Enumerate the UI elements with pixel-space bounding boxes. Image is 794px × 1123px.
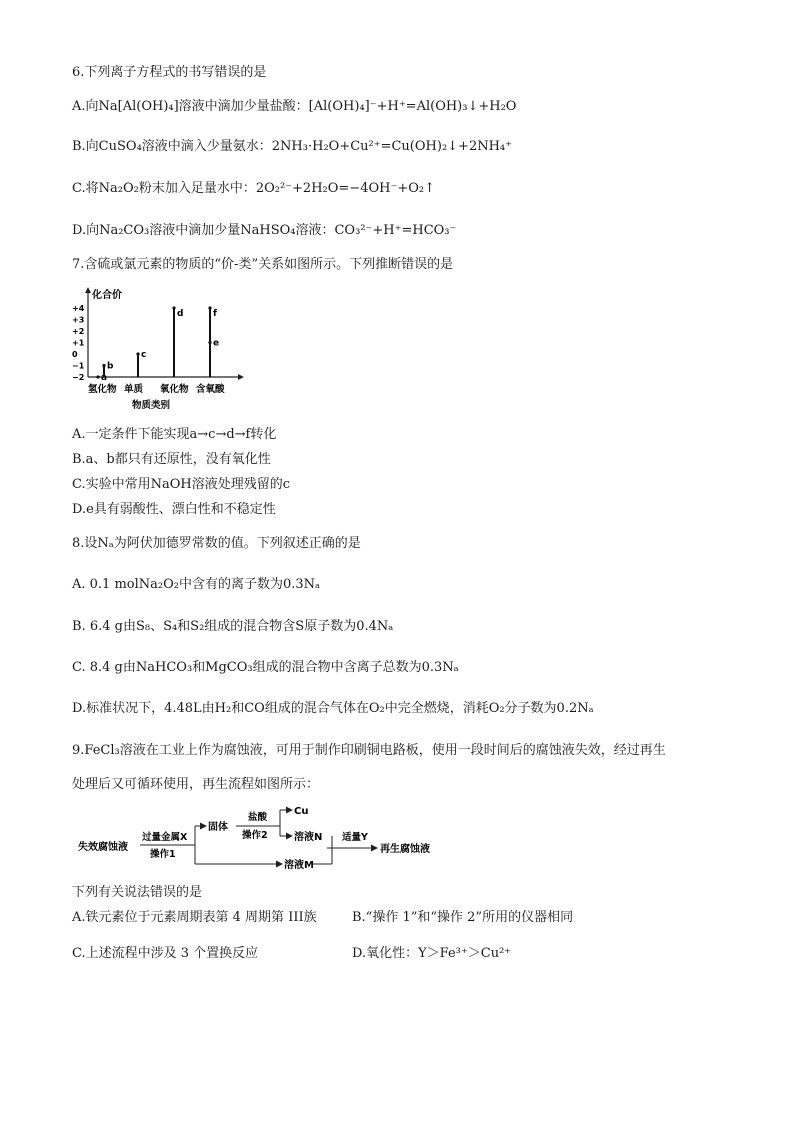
point-c [136, 352, 139, 355]
q6-option-a: A.向Na[Al(OH)₄]溶液中滴加少量盐酸：[Al(OH)₄]⁻+H⁺=Al(OH)₃↓+H₂O [72, 99, 517, 114]
point-label-d: d [177, 309, 184, 319]
y-axis-label: 化合价 [92, 290, 122, 301]
y-tick-label: 0 [72, 350, 78, 359]
flow-end: 再生腐蚀液 [380, 844, 430, 855]
valence-category-chart [70, 285, 250, 415]
q7-option-d: D.e具有弱酸性、漂白性和不稳定性 [72, 502, 276, 517]
q8-option-d: D.标准状况下，4.48L由H₂和CO组成的混合气体在O₂中完全燃烧，消耗O₂分子数为0.2Nₐ [72, 701, 594, 716]
q9-option-d: D.氧化性：Y＞Fe³⁺＞Cu²⁺ [352, 946, 512, 961]
q9-stem-line2: 处理后又可循环使用，再生流程如图所示： [72, 777, 320, 792]
point-d [172, 306, 175, 309]
y-tick-label: +2 [72, 327, 85, 336]
flow-solution-m: 溶液M [284, 860, 314, 871]
point-label-c: c [141, 350, 147, 360]
point-a [96, 375, 99, 378]
q6-stem: 6.下列离子方程式的书写错误的是 [72, 65, 267, 80]
q7-option-c: C.实验中常用NaOH溶液处理残留的c [72, 477, 291, 492]
q8-option-c: C. 8.4 g由NaHCO₃和MgCO₃组成的混合物中含离子总数为0.3Nₐ [72, 660, 459, 675]
q7-stem: 7.含硫或氯元素的物质的“价-类”关系如图所示。下列推断错误的是 [72, 257, 454, 272]
x-category-label: 单质 [124, 384, 144, 395]
q6-option-d: D.向Na₂CO₃溶液中滴加少量NaHSO₄溶液：CO₃²⁻+H⁺=HCO₃⁻ [72, 223, 457, 238]
y-tick-label: +1 [72, 338, 85, 348]
point-label-e: e [213, 338, 220, 349]
q8-stem: 8.设Nₐ为阿伏加德罗常数的值。下列叙述正确的是 [72, 536, 361, 551]
q6-option-b: B.向CuSO₄溶液中滴入少量氨水：2NH₃·H₂O+Cu²⁺=Cu(OH)₂↓+2NH₄⁺ [72, 139, 513, 154]
point-label-f: f [213, 309, 217, 319]
x-axis-arrow [238, 374, 244, 380]
q7-option-a: A.一定条件下能实现a→c→d→f转化 [72, 427, 277, 442]
point-f [208, 306, 211, 309]
y-tick-label: +3 [72, 315, 85, 325]
point-b [102, 364, 105, 367]
flow-cu: Cu [294, 806, 309, 817]
q9-option-b: B.“操作 1”和“操作 2”所用的仪器相同 [352, 910, 574, 925]
point-label-b: b [107, 361, 114, 372]
q9-stem-line1: 9.FeCl₃溶液在工业上作为腐蚀液，可用于制作印刷铜电路板，使用一段时间后的腐蚀液失效，经过再生 [72, 743, 666, 758]
q8-option-a: A. 0.1 molNa₂O₂中含有的离子数为0.3Nₐ [72, 577, 321, 592]
q9-option-c: C.上述流程中涉及 3 个置换反应 [72, 946, 259, 961]
x-axis-label: 物质类别 [132, 400, 171, 411]
flow-op1: 操作1 [150, 849, 176, 860]
y-axis-arrow [85, 287, 91, 293]
q9-option-a: A.铁元素位于元素周期表第 4 周期第 III族 [72, 910, 317, 925]
q9-lead: 下列有关说法错误的是 [72, 885, 203, 900]
x-category-label: 氧化物 [160, 384, 189, 395]
flow-reagent-x: 过量金属X [142, 832, 188, 843]
point-label-a: a [101, 373, 108, 383]
flow-op2: 操作2 [242, 830, 268, 841]
q6-option-c: C.将Na₂O₂粉末加入足量水中：2O₂²⁻+2H₂O=−4OH⁻+O₂↑ [72, 181, 435, 196]
y-tick-label: −2 [72, 373, 85, 382]
x-category-label: 含氧酸 [196, 384, 225, 395]
regeneration-flow-diagram [72, 800, 452, 872]
y-tick-label: +4 [72, 304, 85, 313]
point-e [208, 341, 211, 344]
flow-hcl: 盐酸 [248, 812, 268, 823]
y-tick-label: −1 [72, 361, 85, 371]
flow-start: 失效腐蚀液 [78, 842, 128, 853]
flow-solid: 固体 [208, 822, 228, 833]
x-category-label: 氢化物 [88, 384, 117, 395]
flow-solution-n: 溶液N [294, 832, 323, 843]
flow-reagent-y: 适量Y [342, 832, 368, 843]
q8-option-b: B. 6.4 g由S₈、S₄和S₂组成的混合物含S原子数为0.4Nₐ [72, 619, 394, 634]
q7-option-b: B.a、b都只有还原性，没有氧化性 [72, 452, 271, 467]
